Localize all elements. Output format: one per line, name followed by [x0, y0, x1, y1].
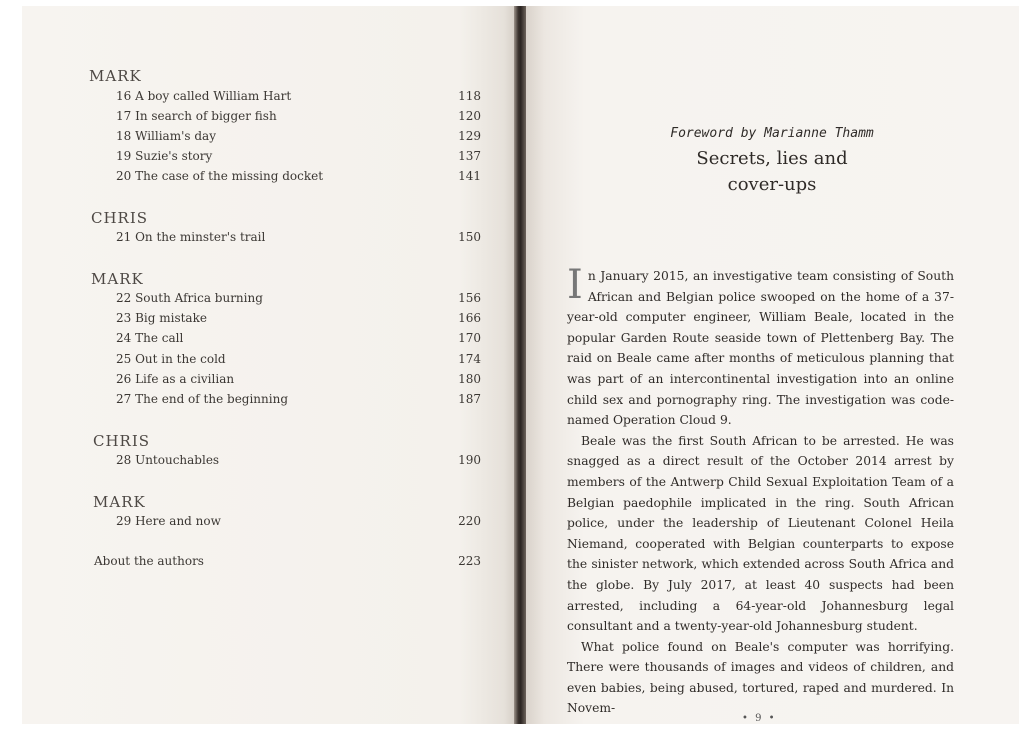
- toc-section-mark: MARK: [89, 67, 142, 85]
- toc-entry-title: 19 Suzie's story: [116, 149, 213, 163]
- page-number: • 9 •: [742, 713, 777, 724]
- toc-entry-title: 16 A boy called William Hart: [116, 89, 292, 103]
- toc-section-mark: MARK: [93, 493, 146, 511]
- toc-entry[interactable]: [116, 149, 481, 166]
- toc-entry-title: 29 Here and now: [116, 514, 221, 528]
- toc-entry-page: 187: [458, 392, 481, 406]
- toc-entry-page: 150: [458, 230, 481, 244]
- toc-entry-page: 137: [458, 149, 481, 163]
- toc-entry-title: 27 The end of the beginning: [116, 392, 289, 406]
- toc-entry-page: 141: [458, 169, 481, 183]
- toc-entry-page: 156: [458, 291, 481, 305]
- toc-entry[interactable]: [116, 169, 481, 186]
- toc-entry-page: 170: [458, 331, 481, 345]
- toc-entry-page: 220: [458, 514, 481, 528]
- chapter-title-line2: cover-ups: [727, 174, 817, 195]
- toc-entry[interactable]: [116, 392, 481, 409]
- toc-entry[interactable]: [116, 372, 481, 389]
- toc-entry[interactable]: [116, 89, 481, 106]
- drop-cap: I: [567, 262, 583, 308]
- toc-entry-page: 118: [458, 89, 481, 103]
- foreword-body: [567, 262, 954, 719]
- toc-entry-title: 20 The case of the missing docket: [116, 169, 324, 183]
- toc-entry[interactable]: [116, 291, 481, 308]
- toc-entry-title: 17 In search of bigger fish: [116, 109, 277, 123]
- toc-entry-page: 180: [458, 372, 481, 386]
- foreword-byline: Foreword by Marianne Thamm: [670, 126, 874, 141]
- toc-section-chris: CHRIS: [91, 209, 149, 227]
- toc-entry[interactable]: [116, 311, 481, 328]
- toc-entry-page: 166: [458, 311, 481, 325]
- toc-entry[interactable]: [116, 230, 481, 247]
- paragraph: [567, 262, 954, 431]
- toc-entry-title: 21 On the minster's trail: [116, 230, 266, 244]
- toc-entry-page: 190: [458, 453, 481, 467]
- toc-entry-page: 129: [458, 129, 481, 143]
- paragraph-text: n January 2015, an investigative team consisting of South African and Belgian police swooped on the home of a 37-year-old computer engineer, William Beale, located in the popular Garden Route seaside town of Plettenberg Bay. The raid on Beale came after months of meticulous planning that was part of an intercontinental investigation into an online child sex and pornography ring. The investigation was code-named Operation Cloud 9.: [567, 269, 954, 428]
- toc-entry-title: 18 William's day: [116, 129, 216, 143]
- toc-entry[interactable]: [116, 514, 481, 531]
- toc-entry-page: 174: [458, 352, 481, 366]
- toc-section-chris: CHRIS: [93, 432, 151, 450]
- toc-entry-title: 24 The call: [116, 331, 184, 345]
- paragraph: Beale was the first South African to be arrested. He was snagged as a direct result of the October 2014 arrest by members of the Antwerp Child Sexual Exploitation Team of a Belgian paedophile implicated in the ring. South African police, under the leadership of Lieutenant Colonel Heila Niemand, cooperated with Belgian counterparts to expose the sinister network, which extended across South Africa and the globe. By July 2017, at least 40 suspects had been arrested, including a 64-year-old Johannesburg legal consultant and a twenty-year-old Johannesburg student.: [567, 433, 954, 634]
- toc-entry-page: 223: [458, 554, 481, 568]
- toc-entry[interactable]: [116, 129, 481, 146]
- toc-entry-page: 120: [458, 109, 481, 123]
- paragraph: What police found on Beale's computer was horrifying. There were thousands of images and videos of children, and even babies, being abused, tortured, raped and murdered. In Novem-: [567, 639, 954, 716]
- toc-entry[interactable]: [116, 352, 481, 369]
- toc-entry[interactable]: [116, 453, 481, 470]
- toc-entry-title: 25 Out in the cold: [116, 352, 226, 366]
- chapter-title-line1: Secrets, lies and: [696, 148, 848, 169]
- toc-entry-about[interactable]: [94, 554, 481, 571]
- toc-entry-title: 22 South Africa burning: [116, 291, 263, 305]
- toc-entry-title: 23 Big mistake: [116, 311, 207, 325]
- toc-entry-title: 26 Life as a civilian: [116, 372, 235, 386]
- toc-entry-title: 28 Untouchables: [116, 453, 220, 467]
- toc-entry[interactable]: [116, 109, 481, 126]
- toc-entry-title: About the authors: [94, 554, 204, 568]
- toc-entry[interactable]: [116, 331, 481, 348]
- toc-section-mark: MARK: [91, 270, 144, 288]
